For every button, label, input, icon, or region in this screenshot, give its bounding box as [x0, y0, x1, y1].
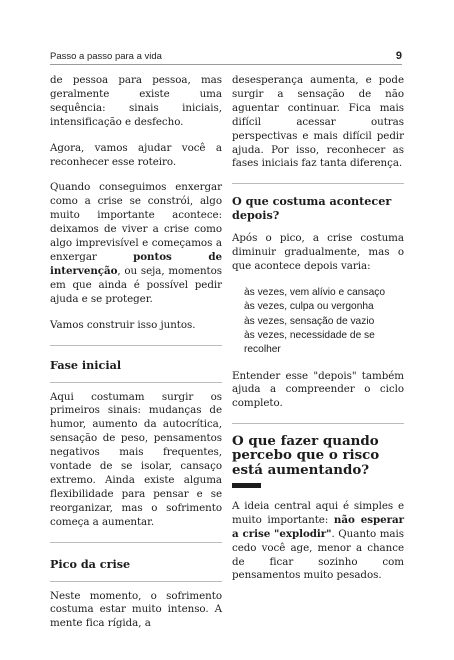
section-divider — [50, 345, 222, 346]
section-divider — [232, 423, 404, 424]
section-heading-pico-da-crise: Pico da crise — [50, 556, 131, 571]
heading-accent-bar — [232, 483, 261, 488]
list-item: às vezes, sensação de vazio — [244, 315, 375, 327]
page-number: 9 — [395, 50, 402, 62]
left-column — [50, 74, 222, 643]
section-divider — [50, 382, 222, 383]
emphasis: pontos de intervenção — [50, 250, 222, 277]
paragraph: Aqui costumam surgir os primeiros sinais: mudanças de humor, aumento da autocrítica, sensação de peso, pensamentos negativos mais frequentes, vontade de se isolar, cansaço extremo. Ainda existe alguma flexibilidade para pensar e se reorganizar, mas o sofrimento começa a aumentar. — [50, 390, 222, 528]
paragraph: Quando conseguimos enxergar como a crise se constrói, algo muito importante acontece: deixamos de viver a crise como algo imprevisível e começamos a enxergar pontos de intervenção, ou seja, momentos em que ainda é possível pedir ajuda e se proteger. — [50, 181, 222, 305]
paragraph: desesperança aumenta, e pode surgir a sensação de não aguentar continuar. Fica mais difícil acessar outras perspectivas e mais difícil pedir ajuda. Por isso, reconhecer as fases iniciais faz tanta diferença. — [232, 74, 404, 170]
section-divider — [50, 581, 222, 582]
paragraph: Agora, vamos ajudar você a reconhecer esse roteiro. — [50, 141, 222, 168]
section-heading-o-que-fazer: O que fazer quando percebo que o risco está aumentando? — [232, 433, 380, 478]
paragraph: A ideia central aqui é simples e muito importante: não esperar a crise "explodir". Quanto mais cedo você age, menor a chance de ficar sozinho com pensamentos muito pesados. — [232, 499, 404, 582]
section-heading-o-que-costuma: O que costuma acontecer depois? — [232, 194, 392, 223]
paragraph: Neste momento, o sofrimento costuma estar muito intenso. A mente fica rígida, a — [50, 589, 222, 630]
list-item: às vezes, necessidade de se recolher — [244, 329, 375, 356]
paragraph: Vamos construir isso juntos. — [50, 318, 196, 331]
running-header — [50, 51, 402, 62]
header-divider — [50, 64, 402, 65]
section-divider — [232, 183, 404, 184]
right-column — [232, 74, 404, 595]
emphasis: não esperar a crise "explodir" — [232, 513, 404, 540]
list-item: às vezes, culpa ou vergonha — [244, 301, 374, 313]
paragraph: Após o pico, a crise costuma diminuir gradualmente, mas o que acontece depois varia: — [232, 232, 404, 273]
list-item: às vezes, vem alívio e cansaço — [244, 287, 385, 299]
paragraph: de pessoa para pessoa, mas geralmente existe uma sequência: sinais iniciais, intensificação e desfecho. — [50, 74, 222, 128]
section-heading-fase-inicial: Fase inicial — [50, 357, 122, 372]
running-title: Passo a passo para a vida — [50, 51, 162, 62]
consequences-list — [232, 286, 404, 357]
section-divider — [50, 542, 222, 543]
paragraph: Entender esse "depois" também ajuda a compreender o ciclo completo. — [232, 369, 404, 410]
